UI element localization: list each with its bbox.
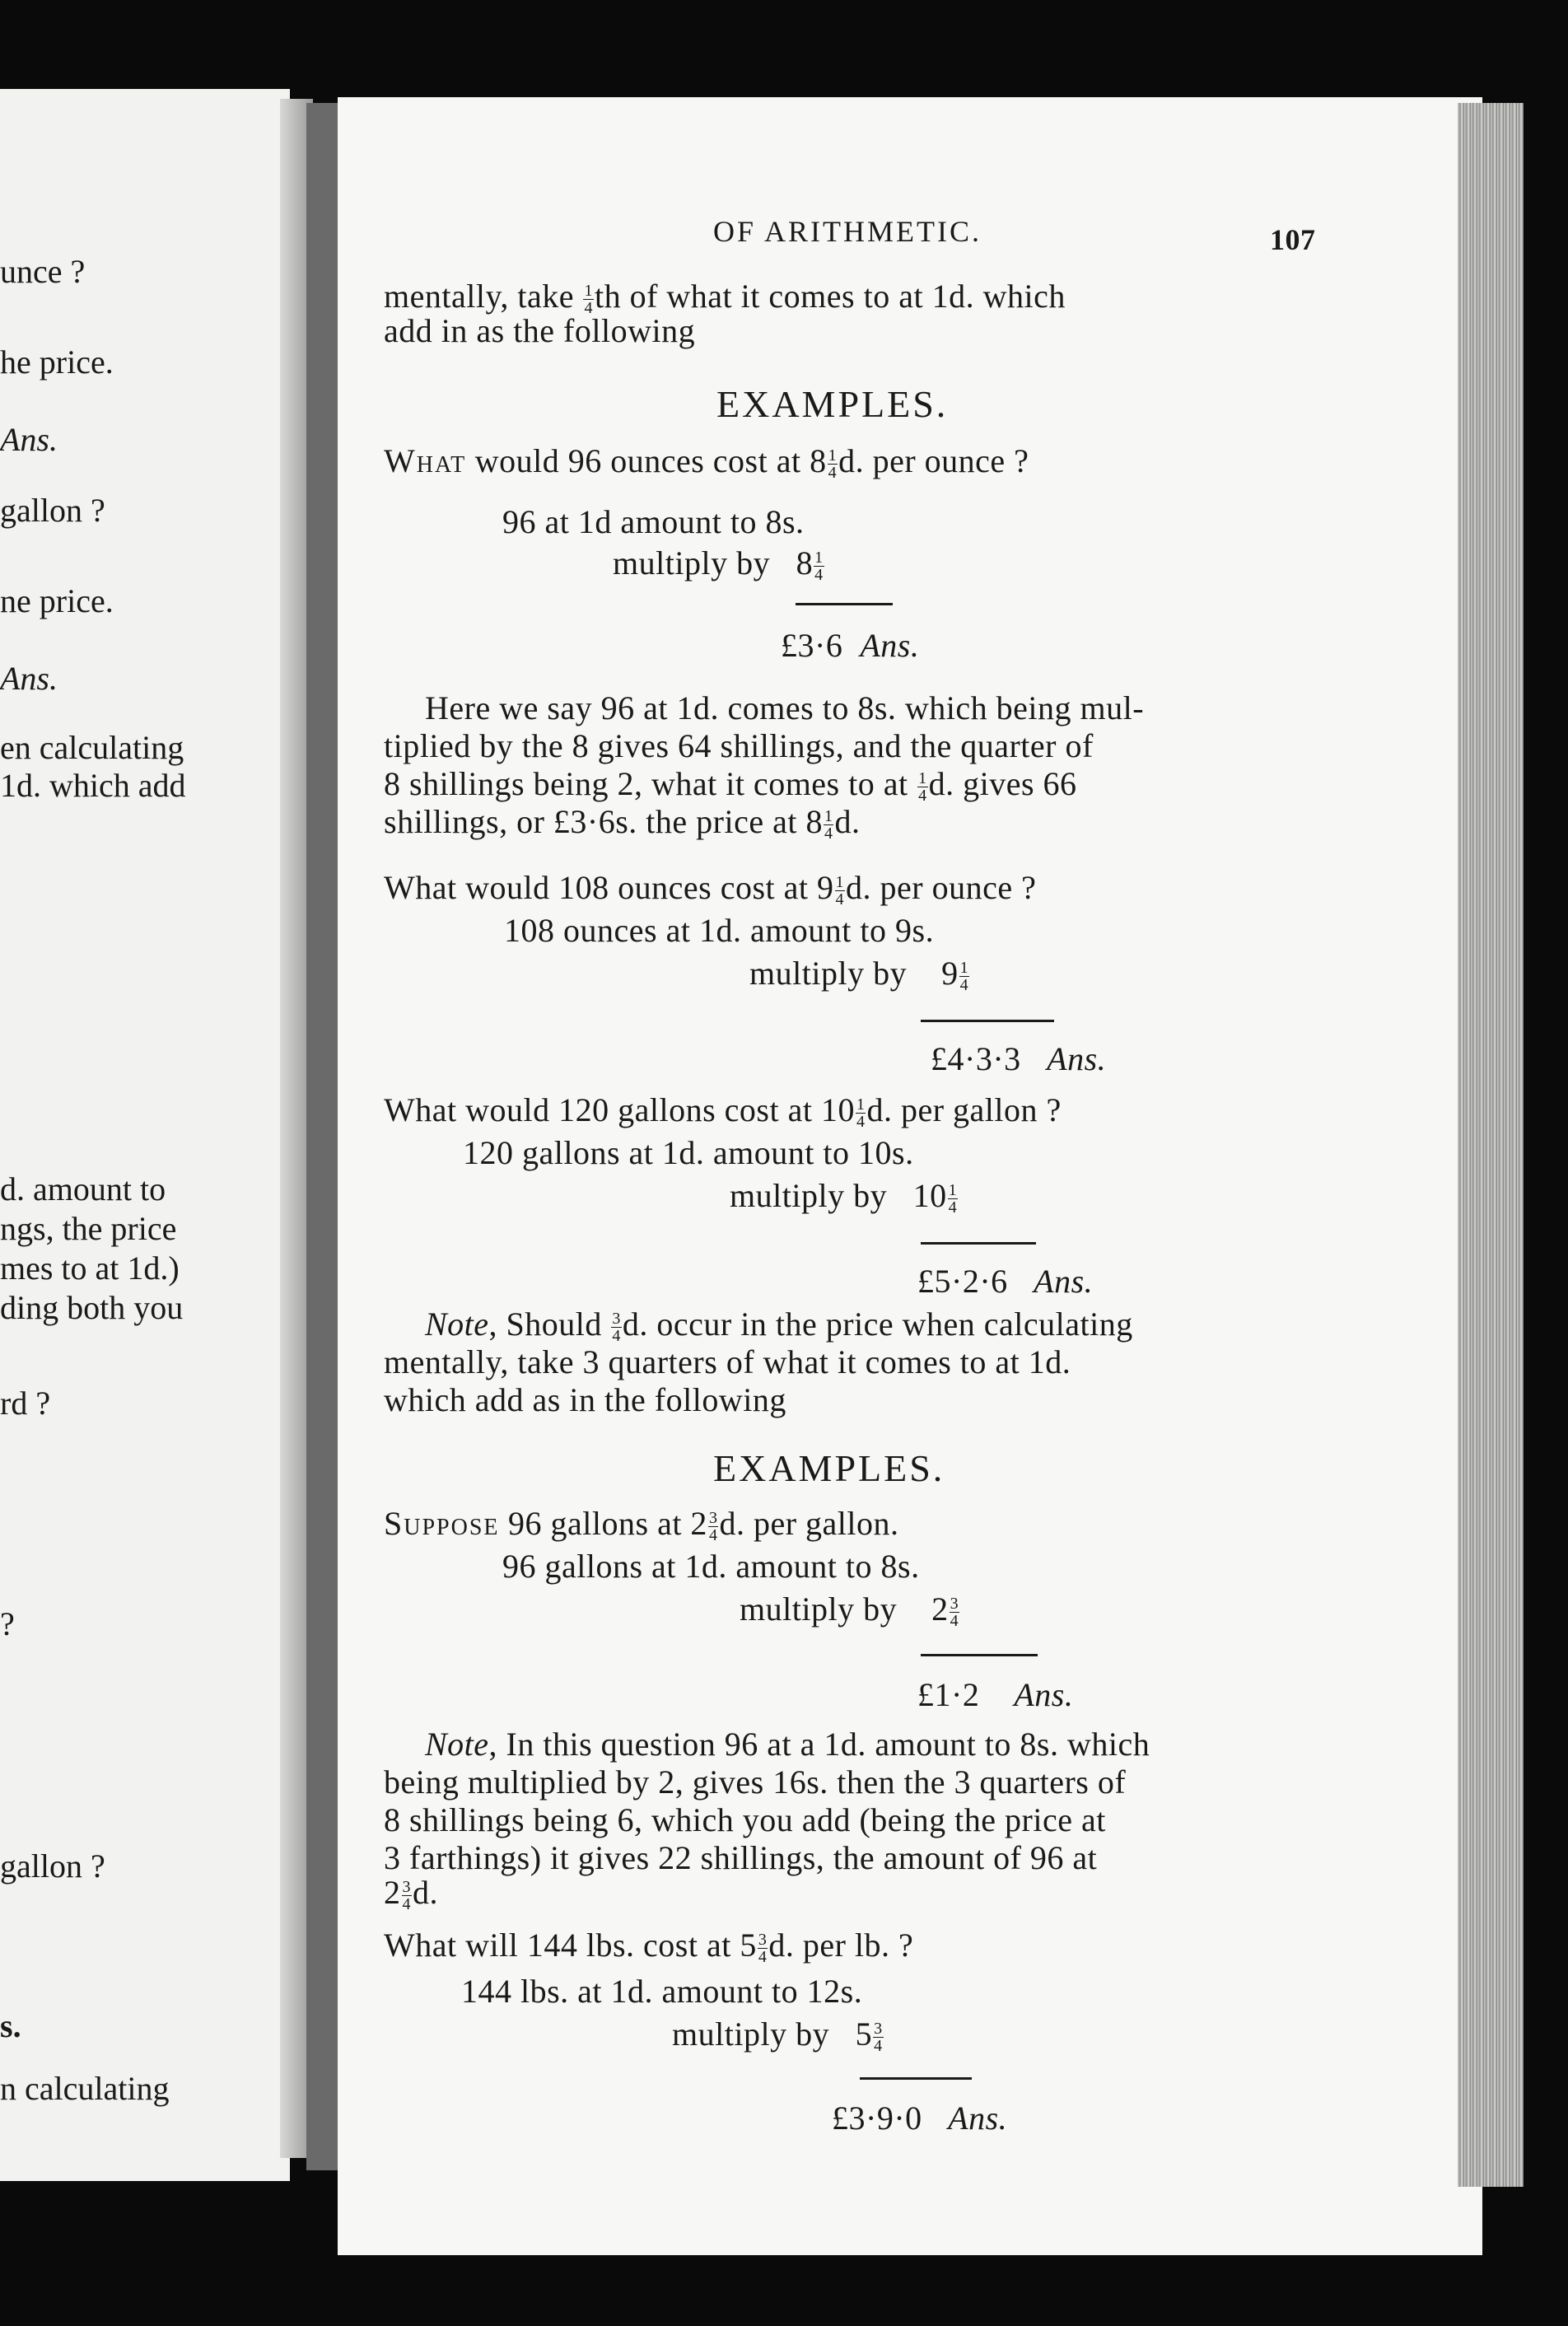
left-line: s. xyxy=(0,2007,21,2044)
multiply-line: multiply by 5 $\frac{3}{4}$ xyxy=(672,2015,883,2056)
left-line: 1d. which add xyxy=(0,767,186,804)
left-line: ne price. xyxy=(0,582,114,619)
example-question: What will 144 lbs. cost at 5 $\frac{3}{4}$ d. per lb. ? xyxy=(384,1927,914,1967)
note-line: 2 $\frac{3}{4}$ d. xyxy=(384,1874,438,1914)
background-edge xyxy=(1524,0,1568,2326)
sum-rule xyxy=(860,2077,972,2080)
note-line: Note, In this question 96 at a 1d. amount to 8s. which xyxy=(425,1726,1150,1763)
left-line: gallon ? xyxy=(0,492,105,529)
example-working: 120 gallons at 1d. amount to 10s. xyxy=(463,1134,914,1171)
example-working: 108 ounces at 1d. amount to 9s. xyxy=(504,912,935,949)
example-working: 96 gallons at 1d. amount to 8s. xyxy=(502,1548,920,1585)
note-line: being multiplied by 2, gives 16s. then the 3 quarters of xyxy=(384,1763,1127,1801)
sum-rule xyxy=(921,1242,1036,1245)
note-line: Note, Should $\frac{3}{4}$ d. occur in the price when calculating xyxy=(425,1305,1133,1346)
intro-line-2: add in as the following xyxy=(384,312,696,349)
section-heading: EXAMPLES. xyxy=(713,1447,945,1489)
example-working: 96 at 1d amount to 8s. xyxy=(502,503,805,540)
example-question: What would 108 ounces cost at 9 $\frac{1}{4}$ d. per ounce ? xyxy=(384,869,1037,909)
sum-rule xyxy=(921,1020,1054,1022)
example-question: Suppose 96 gallons at 2 $\frac{3}{4}$ d. per gallon. xyxy=(384,1505,899,1545)
page-edges xyxy=(1458,103,1524,2187)
answer: £1·2 Ans. xyxy=(917,1676,1074,1713)
answer: £3·6 Ans. xyxy=(781,627,920,664)
example-question: What would 96 ounces cost at 8 $\frac{1}{4}$ d. per ounce ? xyxy=(384,442,1029,483)
book-gutter xyxy=(306,103,339,2170)
multiply-line: multiply by 9 $\frac{1}{4}$ xyxy=(749,955,969,995)
section-heading: EXAMPLES. xyxy=(716,383,949,425)
left-line: rd ? xyxy=(0,1385,51,1422)
left-line: n calculating xyxy=(0,2070,170,2107)
answer: £4·3·3 Ans. xyxy=(931,1040,1107,1077)
sum-rule xyxy=(921,1654,1038,1656)
left-line: gallon ? xyxy=(0,1847,105,1885)
answer: £5·2·6 Ans. xyxy=(917,1263,1094,1300)
multiply-line: multiply by 2 $\frac{3}{4}$ xyxy=(740,1590,959,1631)
note-line: 8 shillings being 6, which you add (being the price at xyxy=(384,1801,1106,1838)
left-line: d. amount to xyxy=(0,1170,166,1207)
example-working: 144 lbs. at 1d. amount to 12s. xyxy=(461,1973,863,2010)
left-line: Ans. xyxy=(0,660,58,697)
example-question: What would 120 gallons cost at 10 $\frac{1}{4}$ d. per gallon ? xyxy=(384,1091,1062,1132)
explanation-line: tiplied by the 8 gives 64 shillings, and the quarter of xyxy=(384,727,1094,764)
multiply-line: multiply by 8 $\frac{1}{4}$ xyxy=(613,544,824,585)
left-line: ? xyxy=(0,1605,15,1642)
multiply-line: multiply by 10 $\frac{1}{4}$ xyxy=(730,1177,958,1217)
note-line: 3 farthings) it gives 22 shillings, the amount of 96 at xyxy=(384,1839,1098,1876)
left-line: en calculating xyxy=(0,729,184,766)
note-line: mentally, take 3 quarters of what it comes to at 1d. xyxy=(384,1343,1071,1380)
left-line: ding both you xyxy=(0,1289,184,1326)
explanation-line: Here we say 96 at 1d. comes to 8s. which being mul- xyxy=(425,689,1145,726)
running-title: OF ARITHMETIC. xyxy=(713,215,982,248)
explanation-line: 8 shillings being 2, what it comes to at $\frac{1}{4}$ d. gives 66 xyxy=(384,765,1077,806)
left-line: unce ? xyxy=(0,253,86,290)
left-line: he price. xyxy=(0,343,114,381)
left-line: Ans. xyxy=(0,421,58,458)
intro-line-1: mentally, take $\frac{1}{4}$ th of what it comes to at 1d. which xyxy=(384,278,1066,318)
page-number: 107 xyxy=(1270,223,1316,256)
answer: £3·9·0 Ans. xyxy=(832,2099,1008,2137)
sum-rule xyxy=(796,603,893,605)
note-line: which add as in the following xyxy=(384,1381,786,1418)
left-page xyxy=(0,89,290,2181)
left-line: ngs, the price xyxy=(0,1210,177,1247)
explanation-line: shillings, or £3·6s. the price at 8 $\frac{1}{4}$ d. xyxy=(384,803,861,843)
left-line: mes to at 1d.) xyxy=(0,1249,180,1287)
